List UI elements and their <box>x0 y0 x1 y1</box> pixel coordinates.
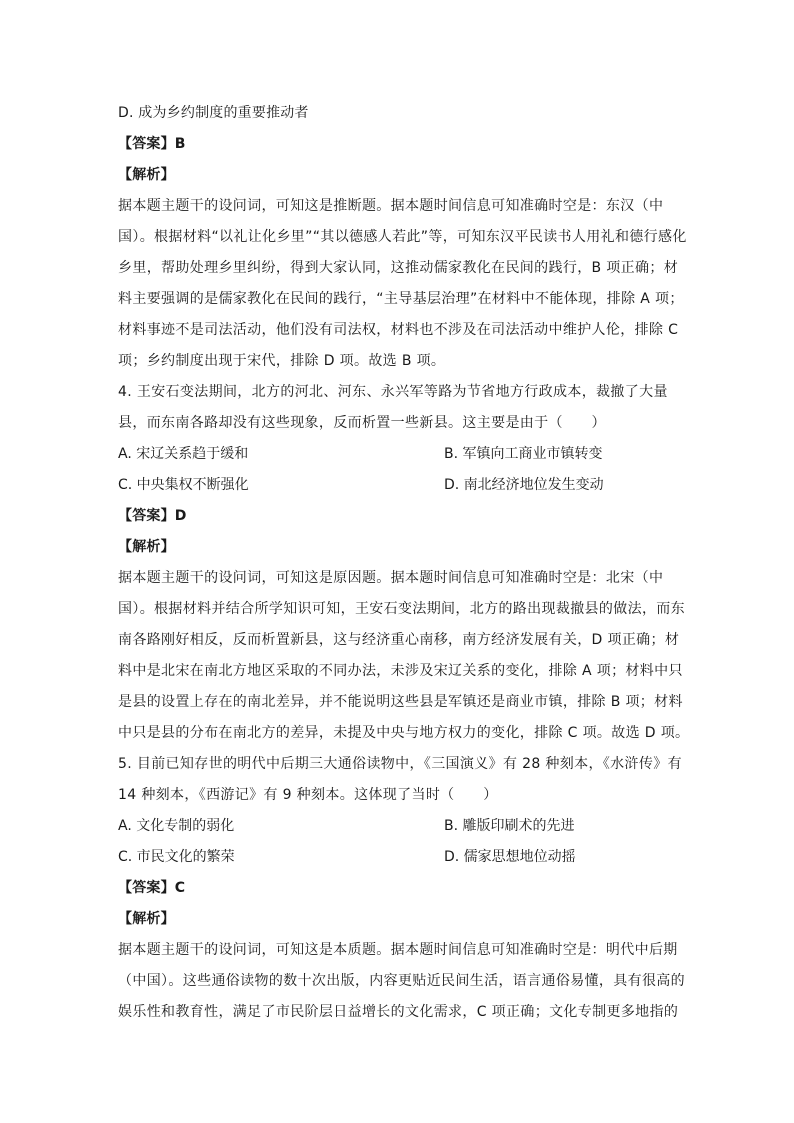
analysis-q4-line-2: 国）。根据材料并结合所学知识可知，王安石变法期间，北方的路出现裁撤县的做法，而东 <box>118 601 685 617</box>
analysis-label-q4: 【解析】 <box>118 539 175 555</box>
document-page <box>118 98 690 1028</box>
analysis-q5-line-3: 娱乐性和教育性，满足了市民阶层日益增长的文化需求，C 项正确；文化专制更多地指的 <box>118 1004 679 1020</box>
analysis-q4-line-5: 是县的设置上存在的南北差异，并不能说明这些县是军镇还是商业市镇，排除 B 项；材料 <box>118 694 683 710</box>
question-5-line-1: 5. 目前已知存世的明代中后期三大通俗读物中，《三国演义》有 28 种刻本，《水浒传》有 <box>118 756 682 772</box>
options-q4-row-1-right: B. 军镇向工商业市镇转变 <box>444 446 603 462</box>
analysis-q3-line-3: 乡里，帮助处理乡里纠纷，得到大家认同，这推动儒家教化在民间的践行，B 项正确；材 <box>118 260 679 276</box>
analysis-q5-line-2: （中国）。这些通俗读物的数十次出版，内容更贴近民间生活，语言通俗易懂，具有很高的 <box>118 973 685 989</box>
answer-label-q5: 【答案】C <box>118 880 186 896</box>
analysis-q3-line-1: 据本题主题干的设问词，可知这是推断题。据本题时间信息可知准确时空是：东汉（中 <box>118 198 664 214</box>
analysis-label-q3: 【解析】 <box>118 167 175 183</box>
analysis-q3-line-6: 项；乡约制度出现于宋代，排除 D 项。故选 B 项。 <box>118 353 446 369</box>
question-5-line-2: 14 种刻本，《西游记》有 9 种刻本。这体现了当时（ ） <box>118 787 498 803</box>
answer-label-q4: 【答案】D <box>118 508 187 524</box>
options-q5-row-2 <box>118 842 678 873</box>
answer-label-q3: 【答案】B <box>118 136 186 152</box>
options-q5-row-1 <box>118 811 678 842</box>
options-q5-row-2-right: D. 儒家思想地位动摇 <box>444 849 576 865</box>
options-q4-row-1 <box>118 439 678 470</box>
options-q4-row-2-right: D. 南北经济地位发生变动 <box>444 477 604 493</box>
options-q4-row-1-left: A. 宋辽关系趋于缓和 <box>118 446 249 462</box>
options-q4-row-2-left: C. 中央集权不断强化 <box>118 477 249 493</box>
options-q4-row-2 <box>118 470 678 501</box>
analysis-q5-line-1: 据本题主题干的设问词，可知这是本质题。据本题时间信息可知准确时空是：明代中后期 <box>118 942 678 958</box>
analysis-q4-line-6: 中只是县的分布在南北方的差异，未提及中央与地方权力的变化，排除 C 项。故选 D 项。 <box>118 725 690 741</box>
analysis-q4-line-1: 据本题主题干的设问词，可知这是原因题。据本题时间信息可知准确时空是：北宋（中 <box>118 570 664 586</box>
analysis-q4-line-4: 料中是北宋在南北方地区采取的不同办法，未涉及宋辽关系的变化，排除 A 项；材料中只 <box>118 663 683 679</box>
analysis-label-q5: 【解析】 <box>118 911 175 927</box>
analysis-q3-line-4: 料主要强调的是儒家教化在民间的践行，“主导基层治理”在材料中不能体现，排除 A 项； <box>118 291 684 307</box>
options-q5-row-1-right: B. 雕版印刷术的先进 <box>444 818 575 834</box>
options-q5-row-2-left: C. 市民文化的繁荣 <box>118 849 235 865</box>
analysis-q4-line-3: 南各路刚好相反，反而析置新县，这与经济重心南移，南方经济发展有关，D 项正确；材 <box>118 632 680 648</box>
options-q5-row-1-left: A. 文化专制的弱化 <box>118 818 235 834</box>
question-4-line-1: 4. 王安石变法期间，北方的河北、河东、永兴军等路为节省地方行政成本，裁撤了大量 <box>118 384 668 400</box>
option-d-q3: D. 成为乡约制度的重要推动者 <box>118 105 309 121</box>
analysis-q3-line-2: 国）。根据材料“以礼让化乡里”“其以德感人若此”等，可知东汉平民读书人用礼和德行感化 <box>118 229 687 245</box>
analysis-q3-line-5: 材料事迹不是司法活动，他们没有司法权，材料也不涉及在司法活动中维护人伦，排除 C <box>118 322 679 338</box>
question-4-line-2: 县，而东南各路却没有这些现象，反而析置一些新县。这主要是由于（ ） <box>118 415 606 431</box>
